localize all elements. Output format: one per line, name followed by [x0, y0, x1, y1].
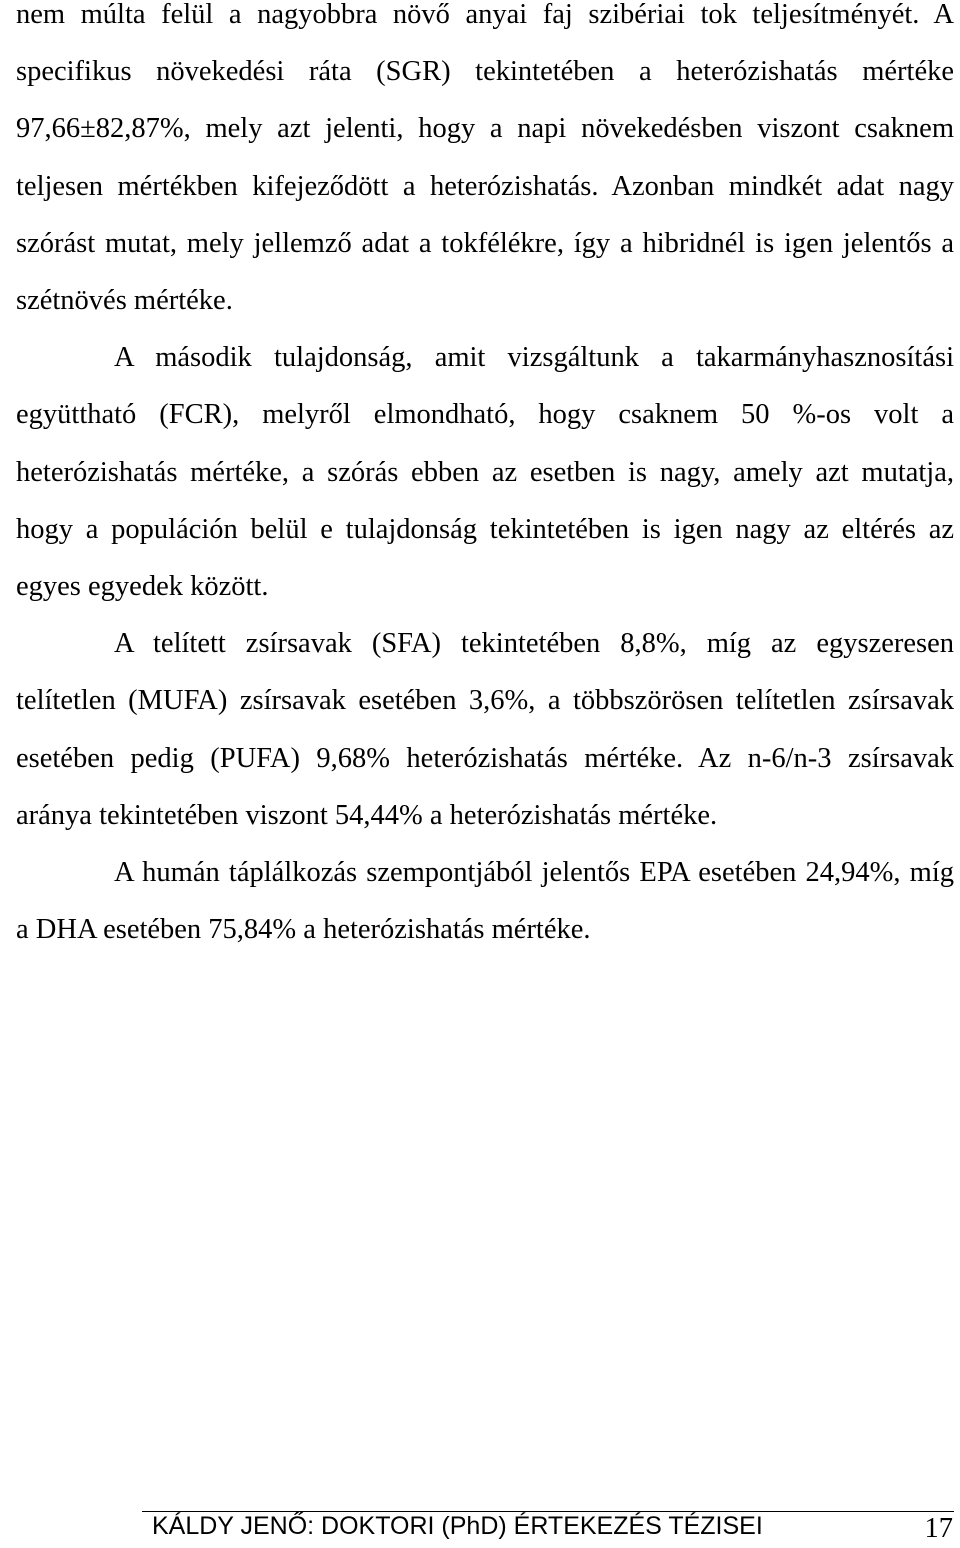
- page-body: [16, 0, 954, 958]
- paragraph-fcr: A második tulajdonság, amit vizsgáltunk a takarmányhasznosítási együttható (FCR), melyről elmondható, hogy csaknem 50 %-os volt a heterózishatás mértéke, a szórás ebben az esetben is nagy, amely azt mutatja, hogy a populáción belül e tulajdonság tekintetében is igen nagy az eltérés az egyes egyedek között.: [16, 342, 954, 603]
- page-number: 17: [924, 1513, 953, 1544]
- paragraph-fatty-acids: A telített zsírsavak (SFA) tekintetében 8,8%, míg az egyszeresen telítetlen (MUFA) zsírsavak esetében 3,6%, a többszörösen telítetlen zsírsavak esetében pedig (PUFA) 9,68% heterózishatás mértéke. Az n-6/n-3 zsírsavak aránya tekintetében viszont 54,44% a heterózishatás mértéke.: [16, 628, 954, 831]
- footer-title: KÁLDY JENŐ: DOKTORI (PhD) ÉRTEKEZÉS TÉZISEI: [152, 1512, 763, 1540]
- paragraph-epa-dha: A humán táplálkozás szempontjából jelentős EPA esetében 24,94%, míg a DHA esetében 75,84% a heterózishatás mértéke.: [16, 857, 954, 946]
- paragraph-continued: nem múlta felül a nagyobbra növő anyai faj szibériai tok teljesítményét. A specifikus növekedési ráta (SGR) tekintetében a heterózishatás mértéke 97,66±82,87%, mely azt jelenti, hogy a napi növekedésben viszont csaknem teljesen mértékben kifejeződött a heterózishatás. Azonban mindkét adat nagy szórást mutat, mely jellemző adat a tokfélékre, így a hibridnél is igen jelentős a szétnövés mértéke.: [16, 0, 954, 317]
